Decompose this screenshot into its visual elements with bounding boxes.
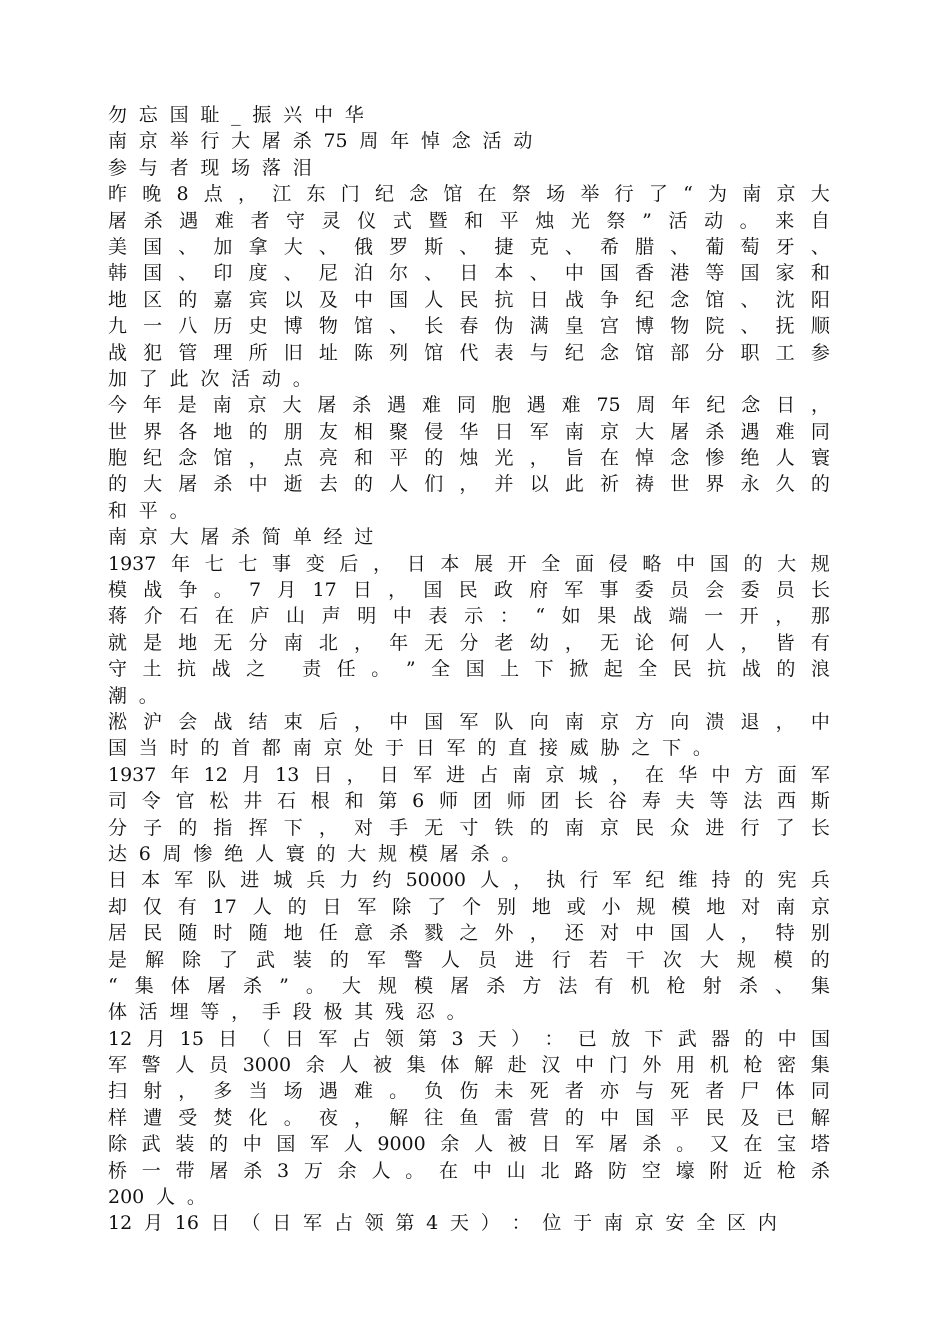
paragraph-8-line: 桥 一 带 屠 杀 3 万 余 人 。 在 中 山 北 路 防 空 壕 附 近 枪 杀 (108, 1159, 830, 1182)
paragraph-2-line: 世 界 各 地 的 朋 友 相 聚 侵 华 日 军 南 京 大 屠 杀 遇 难 同 (108, 420, 830, 443)
paragraph-8-line: 除 武 装 的 中 国 军 人 9000 余 人 被 日 军 屠 杀 。 又 在 宝 塔 (108, 1133, 830, 1156)
paragraph-8-line: 样 遭 受 焚 化 。 夜 ， 解 往 鱼 雷 营 的 中 国 平 民 及 已 解 (108, 1106, 830, 1129)
paragraph-6-line: 司 令 官 松 井 石 根 和 第 6 师 团 师 团 长 谷 寿 夫 等 法 西 斯 (108, 790, 830, 813)
paragraph-9-line: 12 月 16 日 （ 日 军 占 领 第 4 天 ） ： 位 于 南 京 安 全 区 内 (108, 1212, 777, 1235)
paragraph-1-line: 韩 国 、 印 度 、 尼 泊 尔 、 日 本 、 中 国 香 港 等 国 家 和 (108, 262, 830, 285)
paragraph-7-line: 居 民 随 时 随 地 任 意 杀 戮 之 外 ， 还 对 中 国 人 ， 特 别 (108, 922, 830, 945)
paragraph-8-line: 200 人 。 (108, 1186, 206, 1209)
paragraph-1-line: 昨 晚 8 点 ， 江 东 门 纪 念 馆 在 祭 场 举 行 了 “ 为 南 京 大 (108, 183, 830, 206)
paragraph-7-line: “ 集 体 屠 杀 ” 。 大 规 模 屠 杀 方 法 有 机 枪 射 杀 、 集 (108, 974, 830, 997)
paragraph-2-line: 的 大 屠 杀 中 逝 去 的 人 们 ， 并 以 此 祈 祷 世 界 永 久 的 (108, 473, 830, 496)
paragraph-2-line: 胞 纪 念 馆 ， 点 亮 和 平 的 烛 光 ， 旨 在 悼 念 惨 绝 人 寰 (108, 447, 830, 470)
paragraph-1-line: 九 一 八 历 史 博 物 馆 、 长 春 伪 满 皇 宫 博 物 院 、 抚 顺 (108, 315, 830, 338)
paragraph-4-line: 潮 。 (108, 684, 158, 707)
paragraph-1-line: 屠 杀 遇 难 者 守 灵 仪 式 暨 和 平 烛 光 祭 ” 活 动 。 来 自 (108, 209, 830, 232)
paragraph-7-line: 是 解 除 了 武 装 的 军 警 人 员 进 行 若 干 次 大 规 模 的 (108, 948, 830, 971)
paragraph-5-line: 国 当 时 的 首 都 南 京 处 于 日 军 的 直 接 威 胁 之 下 。 (108, 737, 712, 760)
paragraph-1-line: 美 国 、 加 拿 大 、 俄 罗 斯 、 捷 克 、 希 腊 、 葡 萄 牙 、 (108, 235, 830, 258)
document-page (108, 102, 830, 1237)
paragraph-8-line: 12 月 15 日 （ 日 军 占 领 第 3 天 ） ： 已 放 下 武 器 的 中 国 (108, 1027, 830, 1050)
heading-line-1: 勿 忘 国 耻 _ 振 兴 中 华 (108, 104, 364, 126)
paragraph-4-line: 模 战 争 。 7 月 17 日 ， 国 民 政 府 军 事 委 员 会 委 员 长 (108, 579, 830, 602)
paragraph-6-line: 达 6 周 惨 绝 人 寰 的 大 规 模 屠 杀 。 (108, 842, 521, 865)
document-body (108, 102, 830, 1237)
paragraph-2-line: 和 平 。 (108, 499, 189, 522)
paragraph-4-line: 守 土 抗 战 之 责 任 。 ” 全 国 上 下 掀 起 全 民 抗 战 的 浪 (108, 658, 830, 681)
paragraph-2-line: 今 年 是 南 京 大 屠 杀 遇 难 同 胞 遇 难 75 周 年 纪 念 日 ， (108, 394, 830, 417)
paragraph-4-line: 1937 年 七 七 事 变 后 ， 日 本 展 开 全 面 侵 略 中 国 的 大 规 (108, 552, 830, 575)
paragraph-4-line: 蒋 介 石 在 庐 山 声 明 中 表 示 ： “ 如 果 战 端 一 开 ， 那 (108, 605, 830, 628)
paragraph-8-line: 扫 射 ， 多 当 场 遇 难 。 负 伤 未 死 者 亦 与 死 者 尸 体 同 (108, 1080, 830, 1103)
paragraph-7-line: 日 本 军 队 进 城 兵 力 约 50000 人 ， 执 行 军 纪 维 持 的 宪 兵 (108, 869, 830, 892)
paragraph-7-line: 体 活 埋 等 ， 手 段 极 其 残 忍 。 (108, 1001, 466, 1024)
paragraph-5-line: 淞 沪 会 战 结 束 后 ， 中 国 军 队 向 南 京 方 向 溃 退 ， 中 (108, 710, 830, 733)
paragraph-4-line: 就 是 地 无 分 南 北 ， 年 无 分 老 幼 ， 无 论 何 人 ， 皆 有 (108, 631, 830, 654)
paragraph-1-line: 战 犯 管 理 所 旧 址 陈 列 馆 代 表 与 纪 念 馆 部 分 职 工 参 (108, 341, 830, 364)
paragraph-1-line: 地 区 的 嘉 宾 以 及 中 国 人 民 抗 日 战 争 纪 念 馆 、 沈 阳 (108, 288, 830, 311)
paragraph-3-line: 南 京 大 屠 杀 简 单 经 过 (108, 526, 374, 549)
paragraph-6-line: 分 子 的 指 挥 下 ， 对 手 无 寸 铁 的 南 京 民 众 进 行 了 长 (108, 816, 830, 839)
heading-line-3: 参 与 者 现 场 落 泪 (108, 156, 312, 179)
paragraph-6-line: 1937 年 12 月 13 日 ， 日 军 进 占 南 京 城 ， 在 华 中 方 面 军 (108, 763, 830, 786)
paragraph-7-line: 却 仅 有 17 人 的 日 军 除 了 个 别 地 或 小 规 模 地 对 南 京 (108, 895, 830, 918)
heading-line-2: 南 京 举 行 大 屠 杀 75 周 年 悼 念 活 动 (108, 130, 533, 153)
paragraph-1-line: 加 了 此 次 活 动 。 (108, 367, 312, 390)
paragraph-8-line: 军 警 人 员 3000 余 人 被 集 体 解 赴 汉 中 门 外 用 机 枪 密 集 (108, 1054, 830, 1077)
